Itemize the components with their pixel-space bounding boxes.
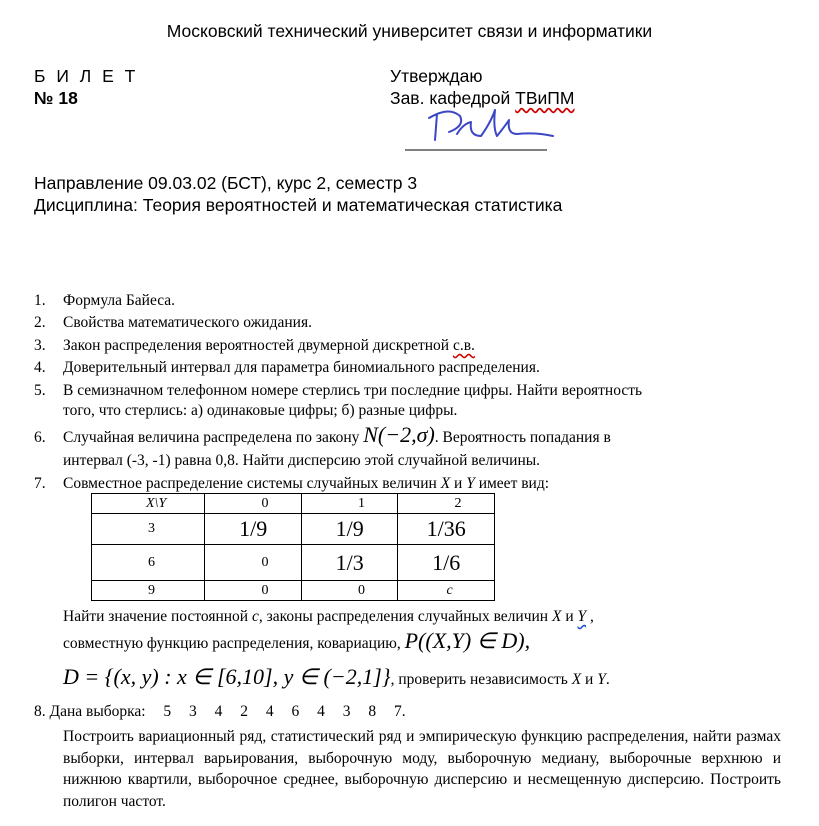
question-4 xyxy=(34,357,540,378)
question-6 xyxy=(34,424,611,448)
head-prefix: Зав. кафедрой xyxy=(390,88,516,108)
var-y: Y xyxy=(597,671,606,688)
sample-value: 2 xyxy=(240,703,248,720)
question-number: 7. xyxy=(34,475,46,492)
task-text: , законы распределения случайных величин xyxy=(258,608,552,625)
question-7-task-line-3 xyxy=(63,664,610,690)
var-x: X xyxy=(551,608,562,625)
table-row xyxy=(92,514,495,545)
table-corner-cell: X\Y xyxy=(92,494,205,514)
table-cell: c xyxy=(398,581,495,601)
task-text: Найти значение постоянной xyxy=(63,608,252,625)
ticket-label: Б И Л Е Т xyxy=(34,66,139,86)
ticket-number: № 18 xyxy=(34,88,78,108)
question-text: Совместное распределение системы случайных величин xyxy=(63,475,441,492)
question-text: Закон распределения вероятностей двумерной дискретной xyxy=(63,337,453,354)
table-header-cell: 2 xyxy=(398,494,495,514)
table-cell: 0 xyxy=(205,581,302,601)
table-header-cell: 0 xyxy=(205,494,302,514)
sample-value: 4 xyxy=(317,703,325,720)
question-5-line-2: того, что стерлись: а) одинаковые цифры; б) разные цифры. xyxy=(63,402,458,419)
question-1 xyxy=(34,290,175,311)
question-3 xyxy=(34,335,475,356)
sample-value: 8 xyxy=(368,703,377,720)
question-7 xyxy=(34,473,549,494)
question-number: 1. xyxy=(34,292,46,309)
question-5 xyxy=(34,380,642,401)
sample-value: 4 xyxy=(265,703,274,720)
comma: , xyxy=(586,608,594,625)
sample-value: 7. xyxy=(393,703,406,720)
question-8-header xyxy=(34,703,406,721)
var-y: Y xyxy=(466,475,475,492)
table-cell: 0 xyxy=(301,581,398,601)
period: . xyxy=(605,671,610,688)
var-y: Y xyxy=(577,608,587,625)
question-text-cont: имеет вид: xyxy=(474,475,550,492)
task-text: , проверить независимость xyxy=(390,671,572,688)
question-text: Случайная величина распределена по закону xyxy=(63,429,364,446)
task-text: совместную функцию распределения, ковариацию, xyxy=(63,635,405,652)
question-7-task-line-2 xyxy=(63,628,530,654)
table-cell: 1/3 xyxy=(301,545,398,581)
abbreviation: с.в. xyxy=(452,337,475,354)
probability-formula: P((X,Y) ∈ D), xyxy=(404,628,531,653)
row-label-cell: 6 xyxy=(92,545,205,581)
question-number: 2. xyxy=(34,314,46,331)
question-number: 6. xyxy=(34,429,46,446)
question-6-line-2: интервал (-3, -1) равна 0,8. Найти дисперсию этой случайной величины. xyxy=(63,452,541,469)
question-number: 4. xyxy=(34,359,46,376)
row-label-cell: 3 xyxy=(92,514,205,545)
question-7-task-line-1 xyxy=(63,608,594,626)
signature xyxy=(405,106,565,154)
table-cell: 0 xyxy=(205,545,302,581)
question-number: 3. xyxy=(34,337,46,354)
question-8-text: Построить вариационный ряд, статистический ряд и эмпирическую функцию распределения, найти размах выборки, интервал варьирования, выборочную моду, выборочную медиану, выборочные верхнюю и нижнюю квартили, выборочное среднее, выборочную дисперсию и несмещенную дисперсию. Построить полигон частот. xyxy=(63,728,781,811)
question-text: В семизначном телефонном номере стерлись три последние цифры. Найти вероятность xyxy=(63,382,643,399)
table-header-row xyxy=(92,494,495,514)
table-cell: 1/9 xyxy=(205,514,302,545)
table-cell: 1/6 xyxy=(398,545,495,581)
conj: и xyxy=(581,671,598,688)
joint-distribution-table xyxy=(91,493,495,601)
question-number: 5. xyxy=(34,382,46,399)
direction-line: Направление 09.03.02 (БСТ), курс 2, семестр 3 xyxy=(34,173,418,193)
question-8-label: 8. Дана выборка: xyxy=(34,703,146,720)
sample-value: 3 xyxy=(188,703,197,720)
sample-value: 6 xyxy=(291,703,300,720)
question-2 xyxy=(34,312,312,333)
question-text: Свойства математического ожидания. xyxy=(63,314,312,331)
table-cell: 1/9 xyxy=(301,514,398,545)
conj: и xyxy=(450,475,467,492)
var-x: X xyxy=(440,475,451,492)
question-text: Доверительный интервал для параметра биномиального распределения. xyxy=(63,359,540,376)
table-header-cell: 1 xyxy=(301,494,398,514)
question-text: Формула Байеса. xyxy=(63,292,176,309)
sample-value: 3 xyxy=(342,703,351,720)
var-x: X xyxy=(571,671,582,688)
university-name: Московский технический университет связи и информатики xyxy=(166,21,653,41)
sample-value: 5 xyxy=(163,703,172,720)
discipline-line: Дисциплина: Теория вероятностей и математическая статистика xyxy=(34,195,563,215)
table-row xyxy=(92,581,495,601)
department-name: ТВиПМ xyxy=(515,88,575,108)
table-row xyxy=(92,545,495,581)
conj: и xyxy=(561,608,578,625)
question-text-cont: . Вероятность попадания в xyxy=(434,429,611,446)
region-d-formula: D = {(x, y) : x ∈ [6,10], y ∈ (−2,1]} xyxy=(63,664,391,689)
table-cell: 1/36 xyxy=(398,514,495,545)
normal-law-formula: N(−2,σ) xyxy=(363,422,435,447)
row-label-cell: 9 xyxy=(92,581,205,601)
approve-label: Утверждаю xyxy=(390,66,483,86)
sample-value: 4 xyxy=(214,703,223,720)
const-c: c xyxy=(251,608,259,625)
